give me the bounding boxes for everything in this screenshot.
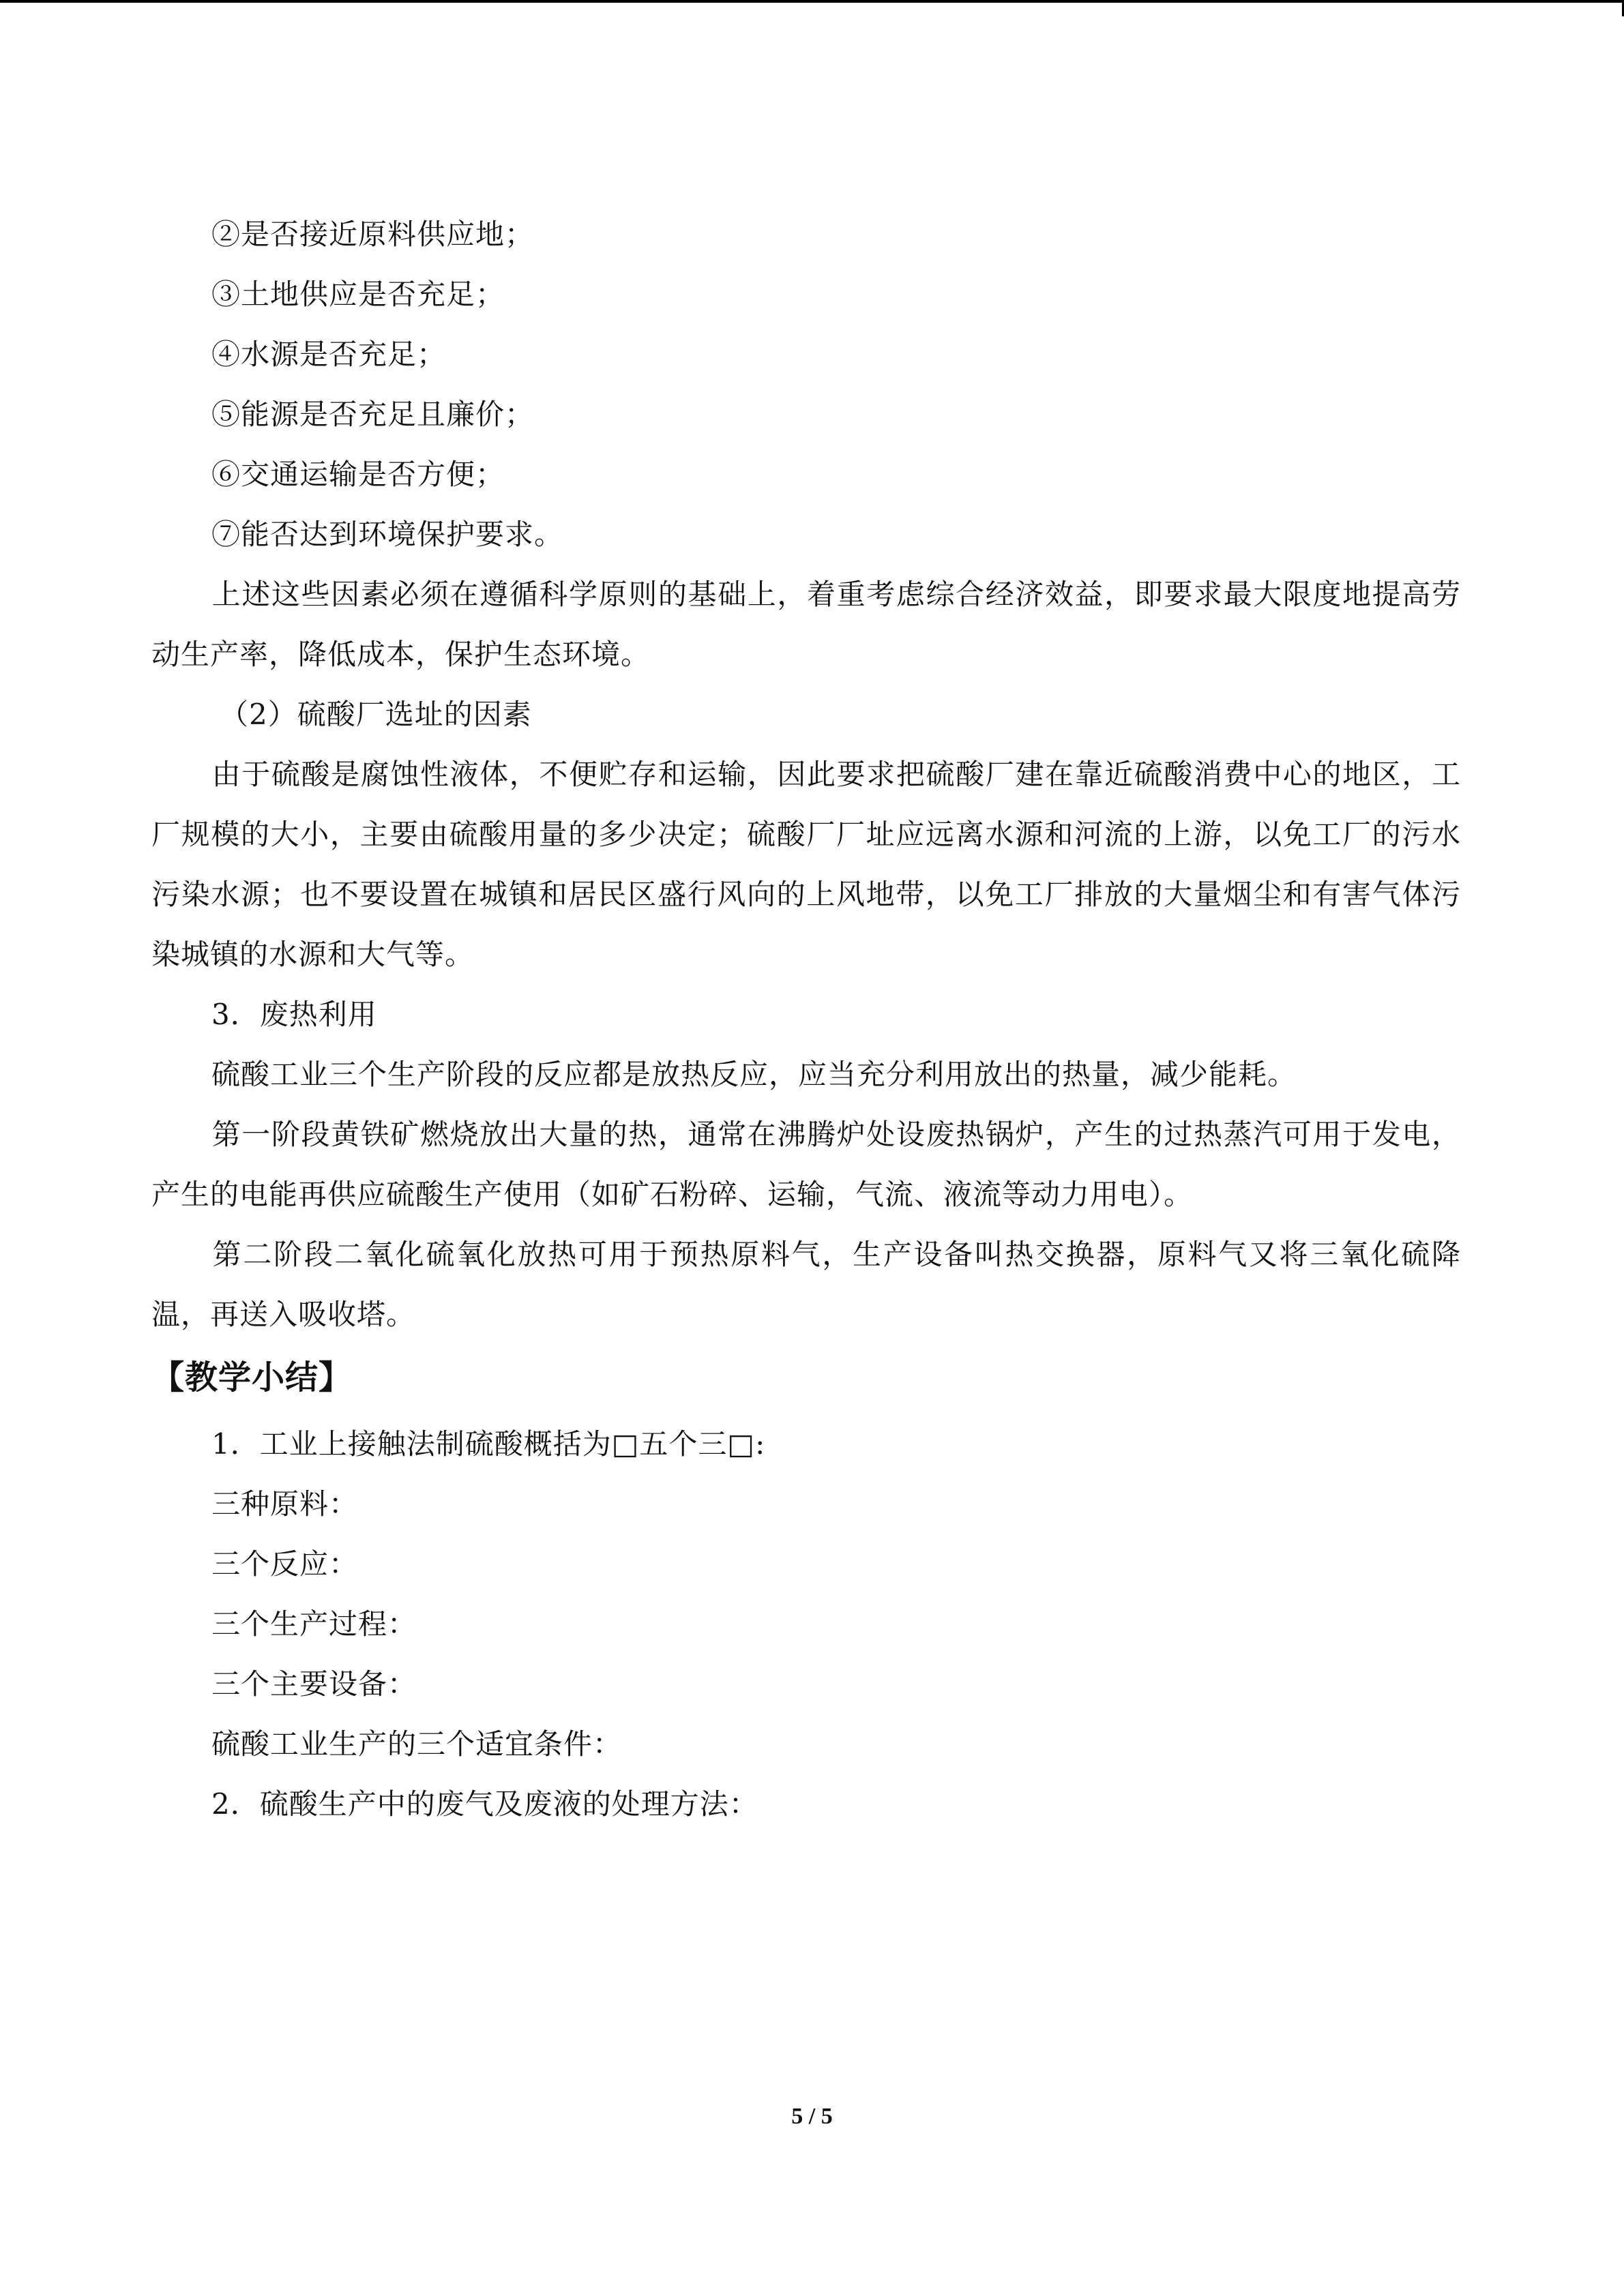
paragraph-text: 第一阶段黄铁矿燃烧放出大量的热，通常在沸腾炉处设废热锅炉，产生的过热蒸汽可用于发电，产生的电能再供应硫酸生产使用（如矿石粉碎、运输，气流、液流等动力用电）。 [151,1118,1461,1211]
summary-item: 三个生产过程： [211,1607,417,1641]
summary-item: 三个反应： [211,1547,359,1581]
paragraph-text: 由于硫酸是腐蚀性液体，不便贮存和运输，因此要求把硫酸厂建在靠近硫酸消费中心的地区，工厂规模的大小，主要由硫酸用量的多少决定；硫酸厂厂址应远离水源和河流的上游，以免工厂的污水污染水源；也不要设置在城镇和居民区盛行风向的上风地带，以免工厂排放的大量烟尘和有害气体污染城镇的水源和大气等。 [151,758,1461,971]
paragraph-text: 第二阶段二氧化硫氧化放热可用于预热原料气，生产设备叫热交换器，原料气又将三氧化硫降温，再送入吸收塔。 [151,1238,1461,1331]
paragraph-stage-one [151,1105,1461,1225]
page-number: 5 / 5 [791,2104,833,2129]
paragraph-heat-reuse [151,1045,1461,1105]
paragraph-text: 硫酸工业三个生产阶段的反应都是放热反应，应当充分利用放出的热量，减少能耗。 [211,1058,1297,1091]
paragraph-text: 上述这些因素必须在遵循科学原则的基础上，着重考虑综合经济效益，即要求最大限度地提高劳动生产率，降低成本，保护生态环境。 [151,578,1461,671]
page-content [151,205,1461,1834]
list-item: ③土地供应是否充足； [211,278,505,311]
list-item: ⑤能源是否充足且廉价； [211,398,535,431]
summary-item: 1．工业上接触法制硫酸概括为□五个三□: [211,1427,766,1461]
section-title: 3．废热利用 [211,998,377,1031]
list-item: ②是否接近原料供应地； [211,218,535,251]
paragraph-site-selection [151,745,1461,985]
summary-item: 2．硫酸生产中的废气及废液的处理方法： [211,1787,758,1821]
list-item: ④水源是否充足； [211,338,447,371]
summary-heading: 【教学小结】 [151,1358,353,1397]
paragraph-factors-summary [151,565,1461,685]
list-item: ⑥交通运输是否方便； [211,458,505,491]
subsection-title: （2）硫酸厂选址的因素 [220,698,532,731]
list-item: ⑦能否达到环境保护要求。 [211,518,564,551]
summary-item: 三个主要设备： [211,1667,417,1701]
summary-item: 三种原料： [211,1487,359,1521]
top-border [0,0,1624,3]
summary-item: 硫酸工业生产的三个适宜条件： [211,1727,623,1761]
paragraph-stage-two [151,1225,1461,1345]
summary-list [151,1414,1461,1834]
